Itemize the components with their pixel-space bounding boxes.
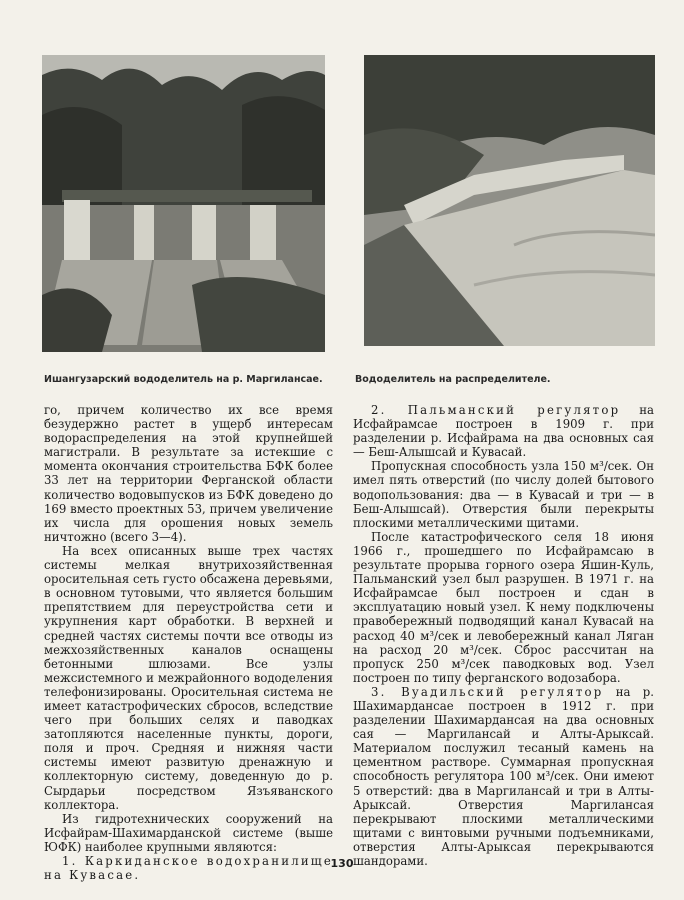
paragraph: На всех описанных выше трех частях системы мелкая внутрихозяйственная оросительная сеть густо обсажена деревьями, в основном тутовыми, что является большим препятствием для переустройства сети и укрупнения карт обработки. В верхней и средней частях системы почти все отводы из межхозяйственных каналов оснащены бетонными шлюзами. Все узлы межсистемного и межрайонного вододеления телефонизированы. Оросительная система не имеет катастрофических сбросов, вследствие чего при больших селях и паводках затопляются населенные пункты, дороги, поля и проч. Средняя и нижняя части системы имеют развитую дренажную и коллекторную систему, доведенную до р. Сырдарьи посредством Язъяванского коллектора. [44,543,333,812]
left-text-column [44,403,333,882]
item-2-text: на Исфайрамсае построен в 1909 г. при разделении р. Исфайрама на два основных сая — Беш-Алышсай и Кувасай. [353,403,655,460]
caption-left: Ишангузарский вододелитель на р. Маргилансае. [44,374,323,385]
photo-distributor-image [364,55,655,346]
paragraph: После катастрофического селя 18 июня 1966 г., прошедшего по Исфайрамсаю в результате прорыва горного озера Яшин-Куль, Пальманский узел был разрушен. В 1971 г. на Исфайрамсае был построен и сдан в эксплуатацию новый узел. К нему подключены правобережный подводящий канал Кувасай на расход 40 м³/сек и левобережный канал Лягaн на расход 20 м³/сек. Сброс рассчитан на пропуск 250 м³/сек паводковых вод. Узел построен по типу ферганского водозабора. [353,529,654,685]
paragraph: Из гидротехнических сооружений на Исфайрам-Шахимарданской системе (выше ЮФК) наиболее крупными являются: [44,811,333,854]
caption-right: Вододелитель на распределителе. [355,374,551,385]
item-3-heading: 3. Вуадильский регулятор [371,684,604,699]
photo-distributor-divider [364,55,655,346]
item-2-paragraph [353,403,654,459]
item-2-heading: 2. Пальманский регулятор [371,403,621,417]
paragraph: го, причем количество их все время безудержно растет в ущерб интересам водораспределения на этой крупнейшей магистрали. В результате за истекшие с момента окончания строительства БФК более 33 лет на территории Ферганской области количество водовыпусков из БФК доведено до 169 вместо проектных 53, причем увеличение их числа для орошения новых земель ничтожно (всего 3—4). [44,403,333,544]
photo-ishanguzar-image [42,55,325,352]
right-text-column [353,403,654,868]
item-3-text: на р. Шахимардансае построен в 1912 г. при разделении Шахимардансая на два основных сая — Маргилансай и Алты-Арыксай. Материалом послужил тесаный камень на цементном растворе. Суммарная пропускная способность регулятора 100 м³/сек. Они имеют 5 отверстий: два в Маргилансай и три в Алты-Арыксай. Отверстия Маргилансая перекрывают плоскими металлическими щитами с винтовыми ручными подъемниками, отверстия Алты-Арыксая перекрываются шандорами. [353,684,655,868]
page-number: 130 [330,857,354,870]
item-3-paragraph [353,685,654,868]
paragraph: Пропускная способность узла 150 м³/сек. Он имел пять отверстий (по числу долей бытового водопользования: два — в Кувасай и три — в Беш-Алышсай). Отверстия были перекрыты плоскими металлическими щитами. [353,459,654,530]
item-1-heading: 1. Каркиданское водохранилище на Кувасае. [44,854,333,883]
photo-ishanguzar-divider [42,55,325,352]
